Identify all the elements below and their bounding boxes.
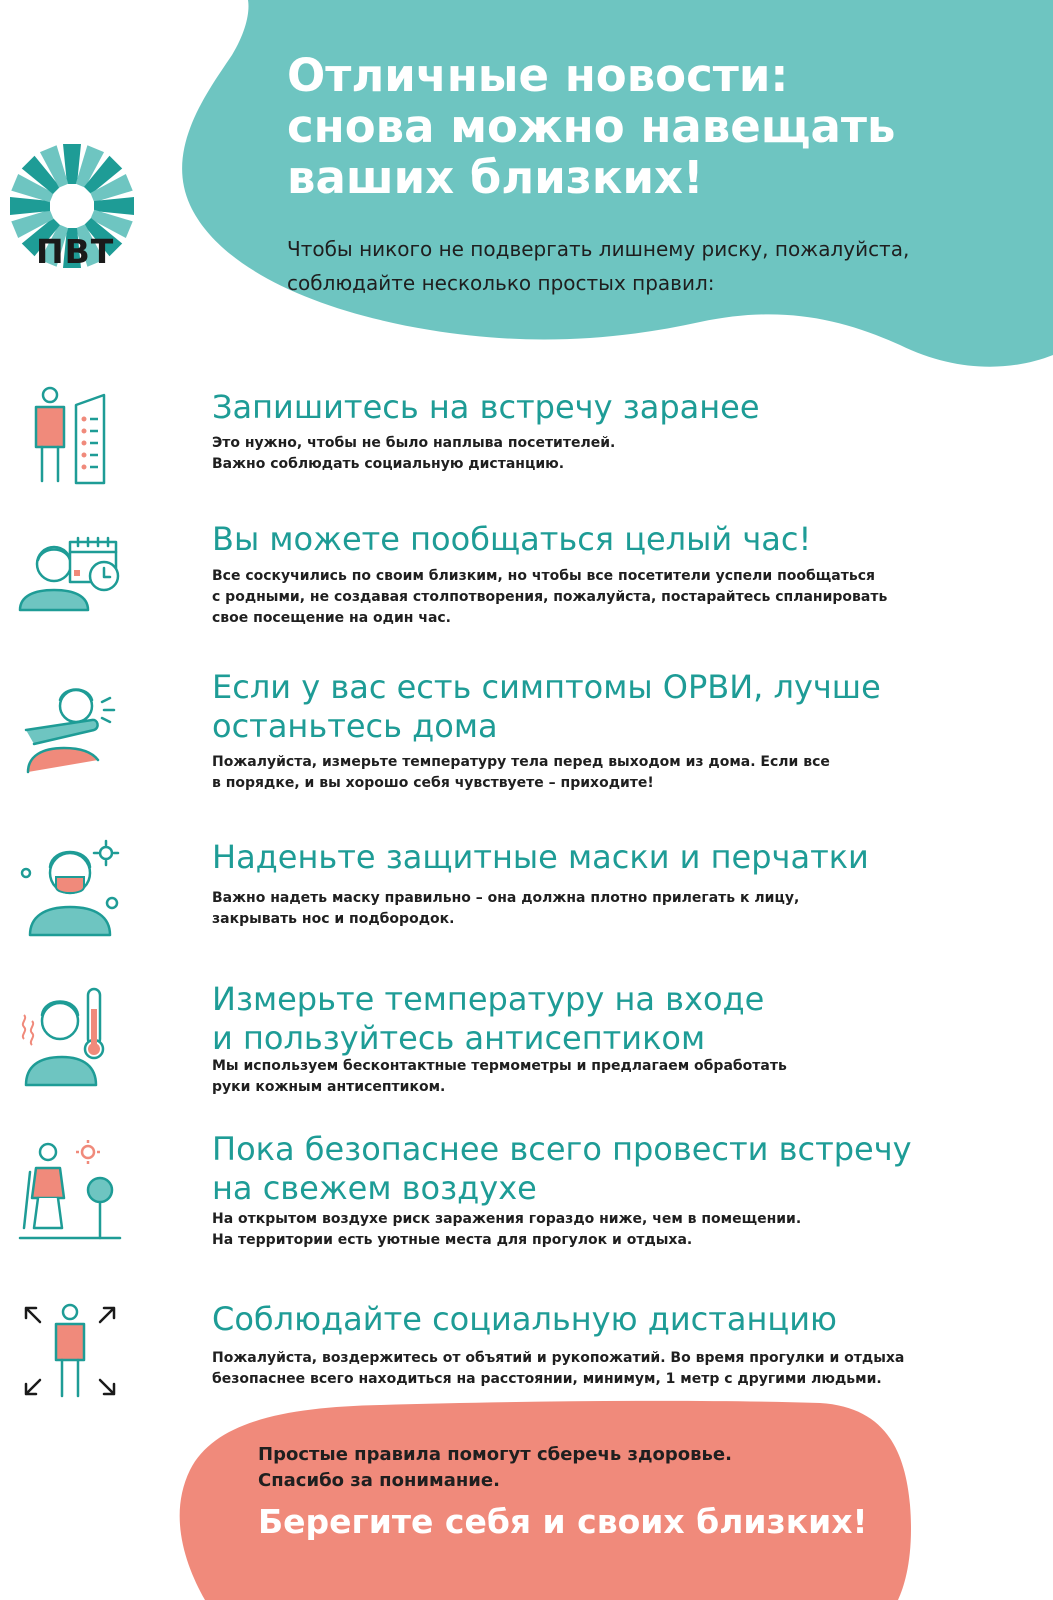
rule-title-line: останьтесь дома <box>212 707 498 745</box>
outdoor-walk-icon <box>18 1138 123 1243</box>
rule-title-line: Запишитесь на встречу заранее <box>212 388 760 426</box>
page-subtitle <box>287 232 1007 300</box>
rule-text <box>212 752 1012 794</box>
rule-text <box>212 1348 1012 1390</box>
rule-text-line: Это нужно, чтобы не было наплыва посетителей. <box>212 435 616 451</box>
rule-text-line: безопаснее всего находиться на расстоянии, минимум, 1 метр с другими людьми. <box>212 1371 882 1387</box>
rule-text-line: Мы используем бесконтактные термометры и предлагаем обработать <box>212 1058 787 1074</box>
rule-title <box>212 1130 1032 1208</box>
calendar-clock-icon <box>18 530 123 635</box>
thermometer-icon <box>18 985 123 1090</box>
rule-title-line: и пользуйтесь антисептиком <box>212 1019 706 1057</box>
rule-title <box>212 838 1032 877</box>
rule-text-line: Все соскучились по своим близким, но чтобы все посетители успели пообщаться <box>212 568 875 584</box>
sneeze-icon <box>18 680 123 785</box>
rule-title-line: Пока безопаснее всего провести встречу <box>212 1130 912 1168</box>
logo-text: ПВТ <box>36 232 115 271</box>
social-distance-icon <box>18 1302 123 1407</box>
rule-text-line: Пожалуйста, измерьте температуру тела перед выходом из дома. Если все <box>212 754 830 770</box>
rule-title <box>212 668 1032 746</box>
page-title-line: ваших близких! <box>287 151 704 204</box>
queue-list-icon <box>18 385 123 490</box>
page-subtitle-line: Чтобы никого не подвергать лишнему риску, пожалуйста, <box>287 237 910 261</box>
rule-text <box>212 1056 1012 1098</box>
rule-text-line: руки кожным антисептиком. <box>212 1079 446 1095</box>
rule-title <box>212 1300 1032 1339</box>
rule-text-line: в порядке, и вы хорошо себя чувствуете – приходите! <box>212 775 654 791</box>
rule-text <box>212 1209 1012 1251</box>
rule-title <box>212 520 1032 559</box>
page-title-line: Отличные новости: <box>287 49 789 102</box>
rule-title-line: на свежем воздухе <box>212 1169 537 1207</box>
footer-message-line: Спасибо за понимание. <box>258 1470 500 1491</box>
page-title <box>287 50 1007 203</box>
rule-text-line: Важно надеть маску правильно – она должна плотно прилегать к лицу, <box>212 890 800 906</box>
rule-title-line: Наденьте защитные маски и перчатки <box>212 838 869 876</box>
rule-text <box>212 433 1012 475</box>
face-mask-icon <box>18 835 123 940</box>
rule-title <box>212 388 1032 427</box>
page-title-line: снова можно навещать <box>287 100 896 153</box>
rule-text-line: На территории есть уютные места для прогулок и отдыха. <box>212 1232 693 1248</box>
footer-coral-blob <box>0 1395 1053 1600</box>
footer-call-to-action: Берегите себя и своих близких! <box>258 1502 868 1541</box>
rule-title <box>212 980 1032 1058</box>
rule-text-line: Пожалуйста, воздержитесь от объятий и рукопожатий. Во время прогулки и отдыха <box>212 1350 905 1366</box>
rule-text-line: Важно соблюдать социальную дистанцию. <box>212 456 565 472</box>
footer-message-line: Простые правила помогут сберечь здоровье. <box>258 1444 732 1465</box>
rule-text-line: закрывать нос и подбородок. <box>212 911 455 927</box>
page-subtitle-line: соблюдайте несколько простых правил: <box>287 271 715 295</box>
rule-title-line: Измерьте температуру на входе <box>212 980 765 1018</box>
rule-text-line: На открытом воздухе риск заражения гораздо ниже, чем в помещении. <box>212 1211 802 1227</box>
rule-title-line: Если у вас есть симптомы ОРВИ, лучше <box>212 668 881 706</box>
rule-title-line: Соблюдайте социальную дистанцию <box>212 1300 837 1338</box>
rule-title-line: Вы можете пообщаться целый час! <box>212 520 812 558</box>
rule-text <box>212 566 1012 629</box>
rule-text-line: с родными, не создавая столпотворения, пожалуйста, постарайтесь спланировать <box>212 589 888 605</box>
rule-text <box>212 888 1012 930</box>
rule-text-line: свое посещение на один час. <box>212 610 452 626</box>
